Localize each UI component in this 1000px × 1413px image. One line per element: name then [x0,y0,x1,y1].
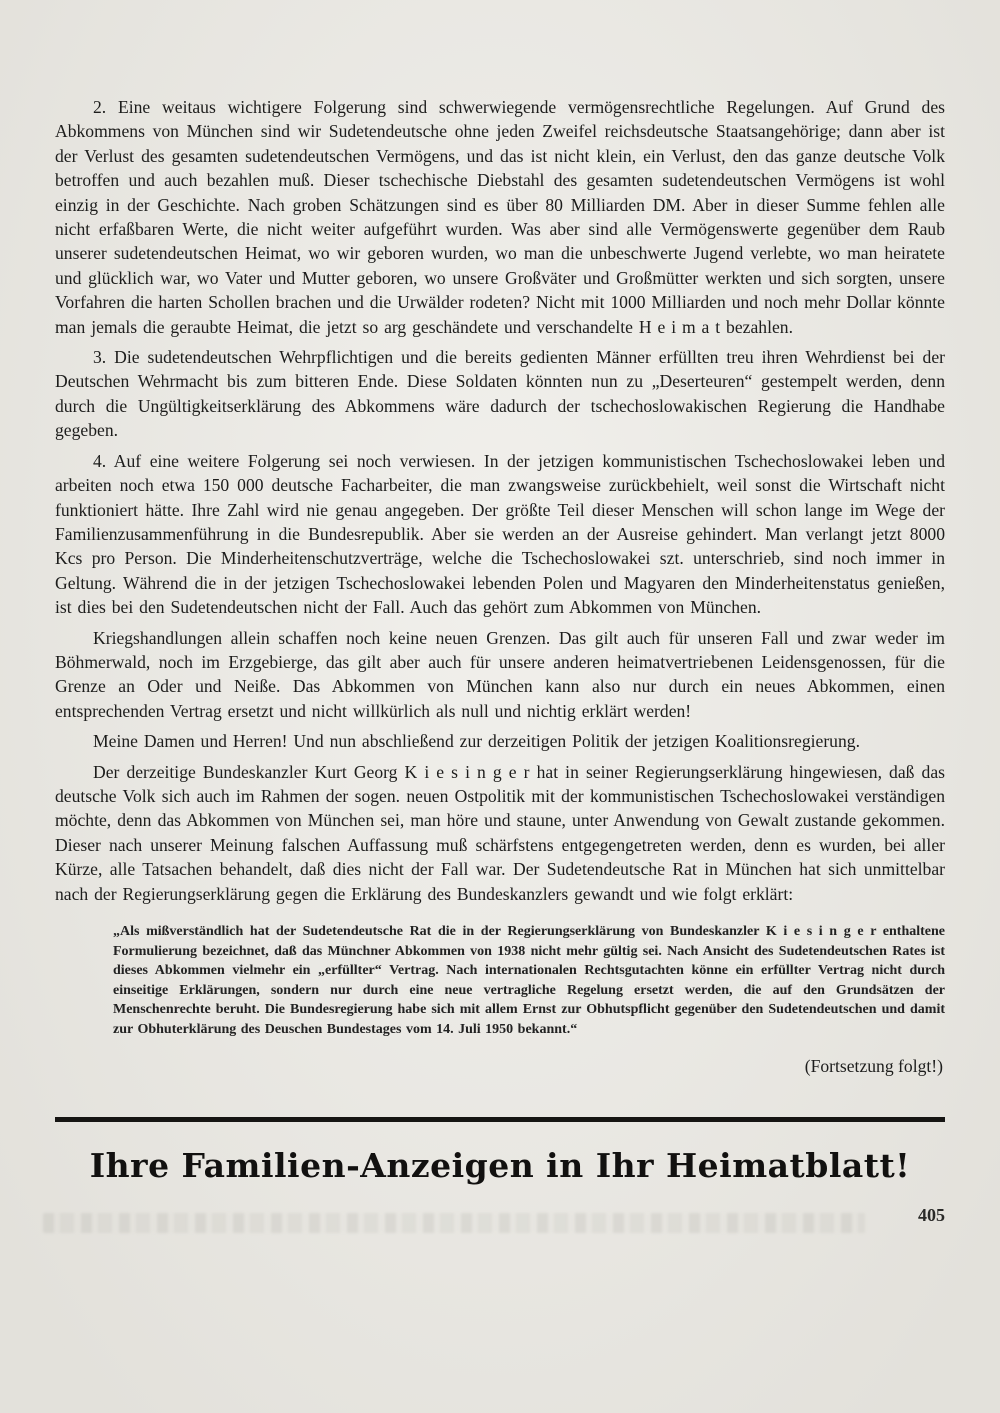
continuation-note: (Fortsetzung folgt!) [804,1055,943,1076]
paragraph-borders: Kriegshandlungen allein schaffen noch keine neuen Grenzen. Das gilt auch für unseren Fall und zwar weder im Böhmerwald, noch im Erzgebierge, das gilt aber auch für unsere anderen heimatvertriebenen Leidensgenossen, für die Grenze an Oder und Neiße. Das Abkommen von München kann also nur durch ein neues Abkommen, einen entsprechenden Vertrag ersetzt und nicht willkürlich als null und nichtig erklärt werden! [55,627,945,721]
page-footer [55,1203,945,1263]
paragraph-2: 2. Eine weitaus wichtigere Folgerung sind schwerwiegende vermögensrechtliche Regelungen. Auf Grund des Abkommens von München sind wir Sudetendeutsche ohne jeden Zweifel reichsdeutsche Staatsangehörige; dann aber ist der Verlust des gesamten sudetendeutschen Vermögens, und das ist nicht klein, ein Verlust, den das ganze deutsche Volk betroffen und auch bezahlen muß. Dieser tschechische Diebstahl des gesamten sudetendeutschen Vermögens ist wohl einzig in der Geschichte. Nach groben Schätzungen sind es über 80 Milliarden DM. Aber in dieser Summe fehlen alle nicht erfaßbaren Werte, die nicht weiter aufgeführt wurden. Was aber sind alle Vermögenswerte gegenüber dem Raub unserer sudetendeutschen Heimat, wo wir geboren wurden, wo man die unbeschwerte Jugend verlebte, wo man heiratete und glücklich war, wo Vater und Mutter geboren, wo unsere Großväter und Großmütter werkten und sich sorgten, unsere Vorfahren die harten Schollen brachen und die Urwälder rodeten? Nicht mit 1000 Milliarden und noch mehr Dollar könnte man jemals die geraubte Heimat, die jetzt so arg geschändete und verschandelte H e i m a t bezahlen. [55,97,945,337]
advert-headline: Ihre Familien-Anzeigen in Ihr Heimatblatt! [89,1145,911,1185]
paragraph-kiesinger: Der derzeitige Bundeskanzler Kurt Georg K i e s i n g e r hat in seiner Regierungserklärung hingewiesen, daß das deutsche Volk sich auch im Rahmen der sogen. neuen Ostpolitik mit der kommunistischen Tschechoslowakei verständigen möchte, denn das Abkommen von München sei, man höre und staune, unter Anwendung von Gewalt zustande gekommen. Dieser nach unserer Meinung falschen Auffassung muß schärfstens entgegengetreten werden, denn es wurden, bei aller Kürze, alle Tatsachen behandelt, daß dies nicht der Fall war. Der Sudetendeutsche Rat in München hat sich unmittelbar nach der Regierungserklärung gegen die Erklärung des Bundeskanzlers gewandt und wie folgt erklärt: [55,761,945,904]
paragraph-address: Meine Damen und Herren! Und nun abschließend zur derzeitigen Politik der jetzigen Koalitionsregierung. [93,731,860,752]
article-body [55,95,945,1077]
divider-rule [55,1117,945,1122]
bleed-through-text [43,1213,865,1233]
page-number: 405 [918,1204,945,1225]
paragraph-4: 4. Auf eine weitere Folgerung sei noch verwiesen. In der jetzigen kommunistischen Tschechoslowakei leben und arbeiten noch etwa 150 000 deutsche Facharbeiter, die man zwangsweise zurückbehielt, weil sonst die Wirtschaft nicht funktioniert hätte. Ihre Zahl wird nie genau angegeben. Der größte Teil dieser Menschen will schon lange im Wege der Familienzusammenführung in die Bundesrepublik. Aber sie werden an der Ausreise gehindert. Man verlangt jetzt 8000 Kcs pro Person. Die Minderheitenschutzverträge, welche die Tschechoslowakei szt. unterschrieb, sind noch immer in Geltung. Während die in der jetzigen Tschechoslowakei lebenden Polen und Magyaren den Minderheitenstatus genießen, ist dies bei den Sudetendeutschen nicht der Fall. Auch das gehört zum Abkommen von München. [55,450,945,618]
blockquote-sudetendeutscher-rat: „Als mißverständlich hat der Sudetendeutsche Rat die in der Regierungserklärung von Bundeskanzler K i e s i n g e r enthaltene Formulierung bezeichnet, daß das Münchner Abkommen von 1938 nicht mehr gültig sei. Nach Ansicht des Sudetendeutschen Rates ist dieses Abkommen vielmehr ein „erfüllter“ Vertrag. Nach internationalen Rechtsgutachten könne ein erfüllter Vertrag nicht durch einseitige Erklärungen, sondern nur durch eine neue vertragliche Regelung ersetzt werden, die auf den Grundsätzen der Menschenrechte beruht. Die Bundesregierung habe sich mit allem Ernst zur Obhutspflicht gegenüber den Sudetendeutschen und damit zur Obhuterklärung des Deuschen Bundestages vom 14. Juli 1950 bekannt.“ [113,924,945,1037]
paragraph-3: 3. Die sudetendeutschen Wehrpflichtigen und die bereits gedienten Männer erfüllten treu ihren Wehrdienst bei der Deutschen Wehrmacht bis zum bitteren Ende. Diese Soldaten könnten nun zu „Deserteuren“ gestempelt werden, denn durch die Ungültigkeitserklärung des Abkommens wäre dadurch der tschechoslowakischen Regierung die Handhabe gegeben. [55,347,945,441]
